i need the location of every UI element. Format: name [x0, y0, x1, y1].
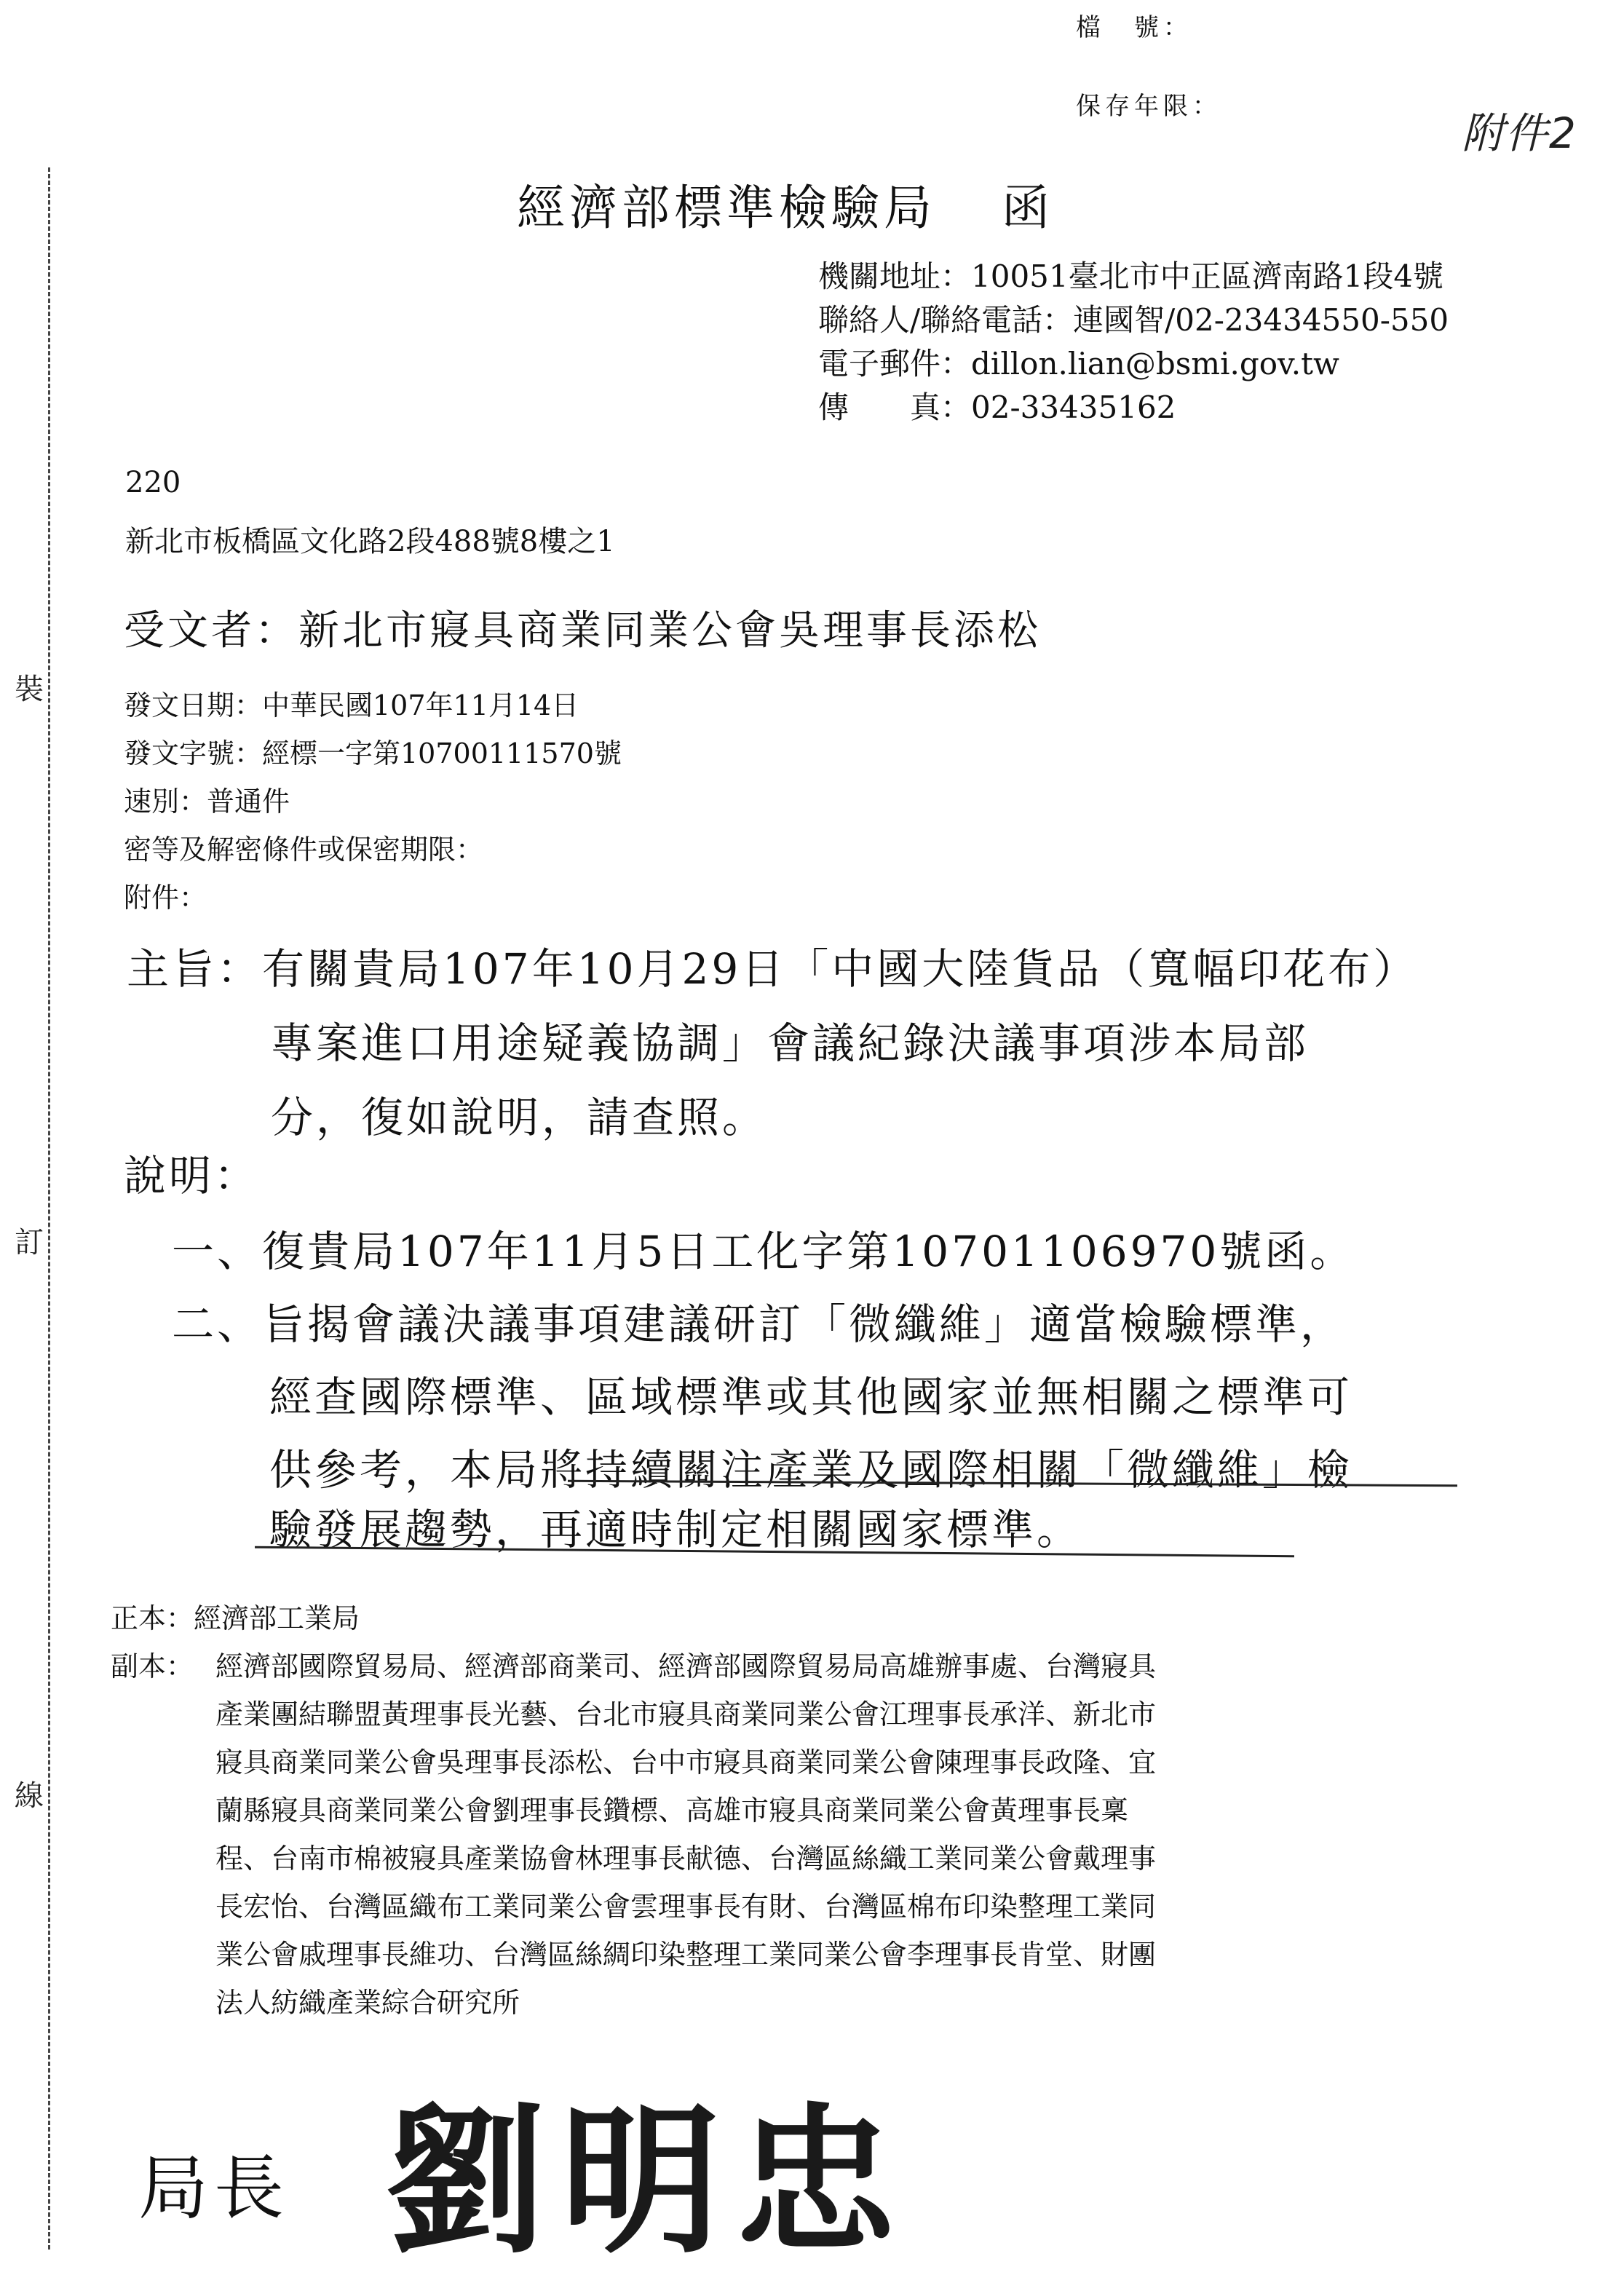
subject-line-1: 主旨：有關貴局107年10月29日「中國大陸貨品（寬幅印花布） [127, 944, 1419, 994]
recipient-address: 新北市板橋區文化路2段488號8樓之1 [125, 525, 615, 558]
explanation-item-2-line-2: 經查國際標準、區域標準或其他國家並無相關之標準可 [269, 1372, 1353, 1422]
copy-line: 長宏怡、台灣區織布工業同業公會雲理事長有財、台灣區棉布印染整理工業同 [215, 1891, 1157, 1923]
copy-line: 產業團結聯盟黃理事長光藝、台北市寢具商業同業公會江理事長承洋、新北市 [215, 1698, 1157, 1730]
postal-code: 220 [125, 466, 181, 499]
original-label: 正本： [111, 1602, 194, 1634]
document-title [517, 169, 1054, 238]
agency-name: 經濟部標準檢驗局 [517, 180, 936, 236]
copy-line: 法人紡織產業綜合研究所 [215, 1987, 520, 2019]
contact-fax: 傳 真：02-33435162 [818, 389, 1176, 425]
director-name-seal: 劉明忠 [386, 2086, 911, 2275]
binding-mark-staple: 訂 [15, 1212, 44, 1268]
binding-mark-bind: 裝 [15, 659, 44, 715]
subject-line-3: 分，復如說明，請查照。 [271, 1093, 768, 1142]
explanation-label: 說明： [124, 1151, 260, 1200]
copy-label: 副本： [111, 1650, 194, 1682]
copy-line: 寢具商業同業公會吳理事長添松、台中市寢具商業同業公會陳理事長政隆、宜 [215, 1746, 1157, 1778]
retention-period-label: 保存年限： [1076, 92, 1221, 121]
document-meta [124, 681, 622, 922]
recipient: 受文者：新北市寢具商業同業公會吳理事長添松 [124, 607, 1041, 654]
binding-mark-line: 線 [15, 1765, 44, 1821]
copy-recipients [215, 1642, 1156, 2027]
contact-person: 聯絡人/聯絡電話：連國智/02-23434550-550 [818, 302, 1449, 338]
copy-line: 經濟部國際貿易局、經濟部商業司、經濟部國際貿易局高雄辦事處、台灣寢具 [215, 1650, 1157, 1682]
copy-line: 業公會戚理事長維功、台灣區絲綢印染整理工業同業公會李理事長肯堂、財團 [215, 1939, 1157, 1971]
original-recipient-name: 經濟部工業局 [194, 1602, 360, 1634]
original-recipient [111, 1594, 360, 1642]
contact-email: 電子郵件：dillon.lian@bsmi.gov.tw [818, 346, 1339, 381]
copy-line: 蘭縣寢具商業同業公會劉理事長鑽標、高雄市寢具商業同業公會黃理事長稟 [215, 1795, 1129, 1827]
explanation-item-2-line-4: 驗發展趨勢，再適時制定相關國家標準。 [269, 1505, 1082, 1554]
explanation-item-2-line-3: 供參考，本局將持續關注產業及國際相關「微纖維」檢 [269, 1445, 1353, 1495]
attachment-annotation: 附件2 [1462, 108, 1577, 158]
director-title: 局長 [138, 2148, 290, 2229]
file-number-label: 檔 號： [1076, 13, 1192, 42]
contact-block [818, 255, 1449, 430]
agency-address: 機關地址：10051臺北市中正區濟南路1段4號 [818, 258, 1444, 294]
classification: 密等及解密條件或保密期限： [124, 834, 484, 866]
copy-line: 程、台南市棉被寢具產業協會林理事長献德、台灣區絲織工業同業公會戴理事 [215, 1843, 1157, 1875]
document-number: 發文字號：經標一字第10700111570號 [124, 737, 622, 769]
binding-line [48, 167, 50, 2250]
explanation-item-2-line-1: 二、旨揭會議決議事項建議研訂「微纖維」適當檢驗標準， [172, 1299, 1346, 1349]
urgency: 速別：普通件 [124, 786, 290, 818]
issue-date: 發文日期：中華民國107年11月14日 [124, 689, 579, 721]
explanation-item-1: 一、復貴局107年11月5日工化字第10701106970號函。 [172, 1227, 1355, 1276]
document-type: 函 [1002, 180, 1054, 236]
attachments: 附件： [124, 882, 207, 914]
subject-line-2: 專案進口用途疑義協調」會議紀錄決議事項涉本局部 [271, 1018, 1310, 1068]
